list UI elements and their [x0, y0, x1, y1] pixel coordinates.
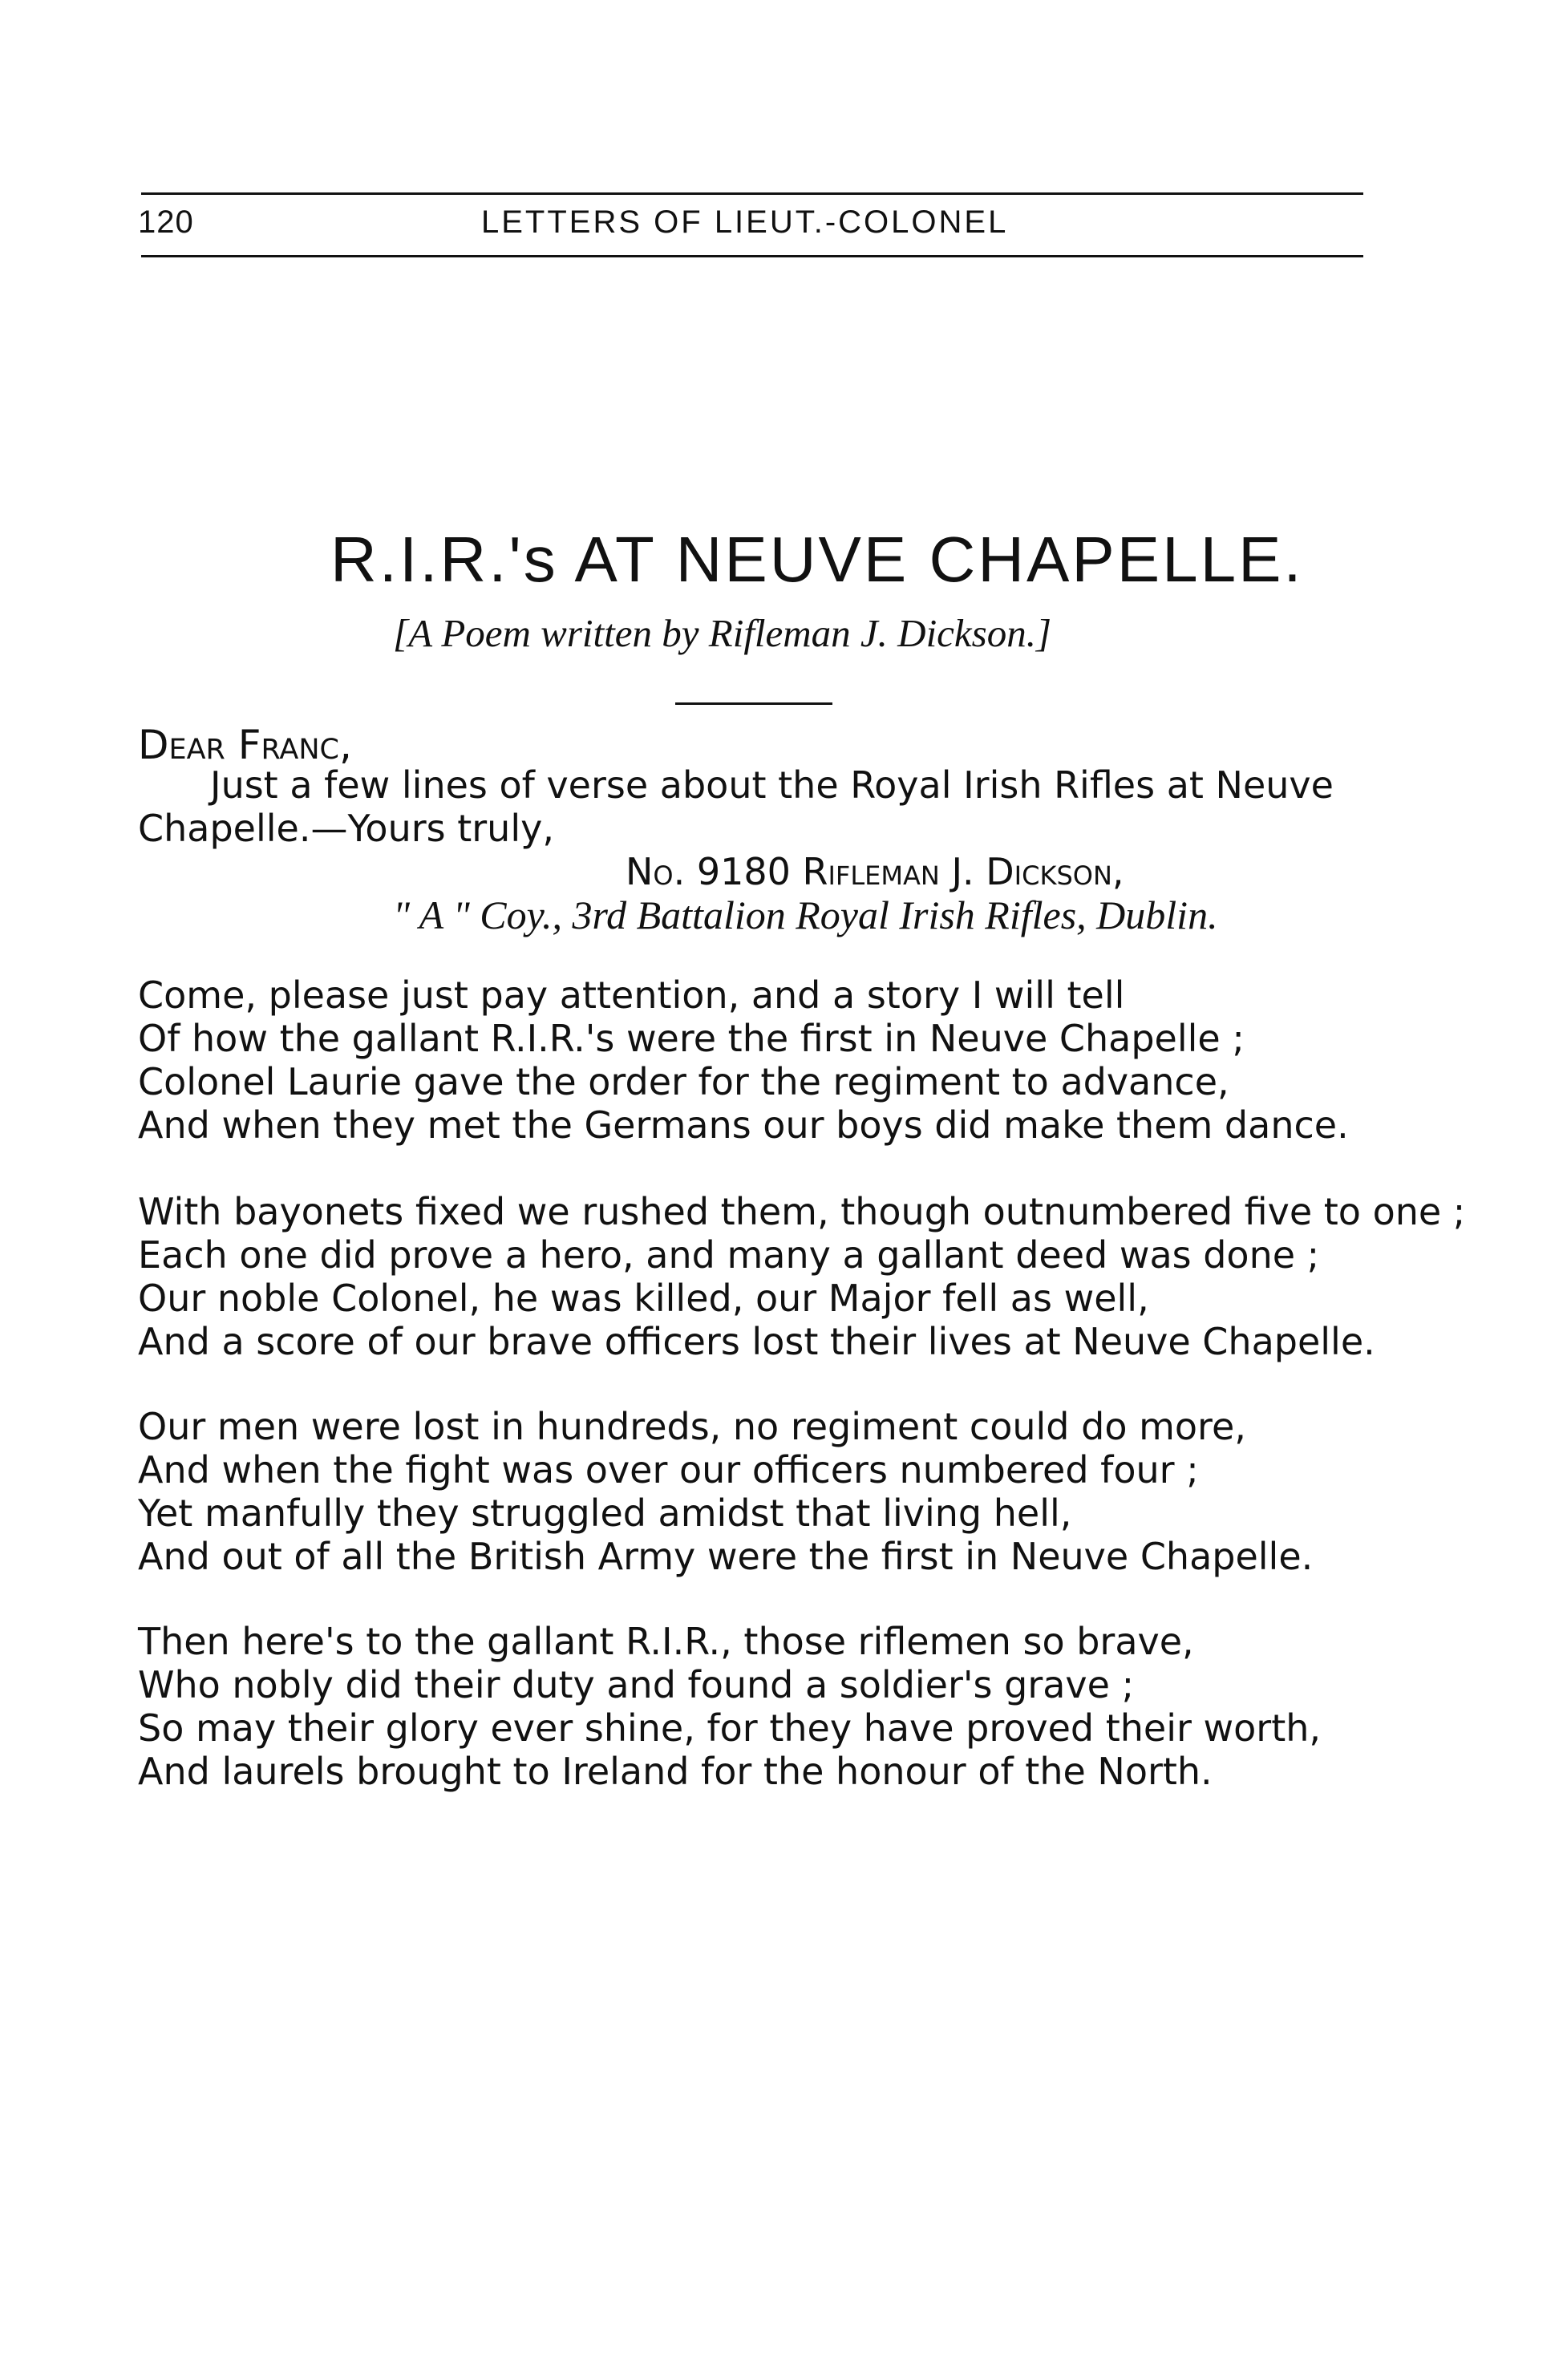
poem-line: With bayonets fixed we rushed them, though outnumbered five to one ; — [138, 1190, 1466, 1233]
poem-line: And laurels brought to Ireland for the honour of the North. — [138, 1750, 1213, 1793]
page-number: 120 — [138, 204, 194, 240]
poem-subtitle: [A Poem written by Rifleman J. Dickson.] — [393, 611, 1052, 655]
poem-line: Who nobly did their duty and found a soldier's grave ; — [138, 1663, 1135, 1706]
poem-line: Come, please just pay attention, and a story I will tell — [138, 973, 1125, 1017]
header-rule-top — [141, 192, 1363, 195]
poem-line: Each one did prove a hero, and many a gallant deed was done ; — [138, 1233, 1320, 1277]
poem-line: Colonel Laurie gave the order for the regiment to advance, — [138, 1060, 1229, 1103]
poem-title: R.I.R.'s AT NEUVE CHAPELLE. — [330, 524, 1304, 595]
poem-line: Our men were lost in hundreds, no regiment could do more, — [138, 1405, 1246, 1448]
poem-line: And when they met the Germans our boys did make them dance. — [138, 1103, 1349, 1147]
poem-line: Our noble Colonel, he was killed, our Major fell as well, — [138, 1277, 1149, 1320]
letter-signature-unit: " A " Coy., 3rd Battalion Royal Irish Rifles, Dublin. — [393, 892, 1218, 937]
poem-line: So may their glory ever shine, for they have proved their worth, — [138, 1706, 1322, 1750]
poem-stanza-3 — [138, 1405, 1313, 1578]
letter-salutation: Dear Franc, — [138, 722, 352, 768]
poem-line: And out of all the British Army were the first in Neuve Chapelle. — [138, 1535, 1314, 1578]
poem-line: And a score of our brave officers lost their lives at Neuve Chapelle. — [138, 1320, 1375, 1363]
poem-line: Yet manfully they struggled amidst that living hell, — [138, 1492, 1072, 1535]
letter-signature-name: No. 9180 Rifleman J. Dickson, — [626, 850, 1124, 893]
poem-line: And when the fight was over our officers numbered four ; — [138, 1448, 1199, 1492]
poem-line: Then here's to the gallant R.I.R., those riflemen so brave, — [138, 1620, 1194, 1663]
section-divider — [675, 702, 832, 705]
poem-stanza-2 — [138, 1190, 1465, 1363]
letter-body-line-2: Chapelle.—Yours truly, — [138, 807, 554, 850]
running-head: LETTERS OF LIEUT.-COLONEL — [481, 204, 1009, 240]
letter-body-line-1: Just a few lines of verse about the Royal Irish Rifles at Neuve — [210, 763, 1334, 807]
poem-stanza-4 — [138, 1620, 1321, 1793]
header-rule-bottom — [141, 255, 1363, 257]
poem-line: Of how the gallant R.I.R.'s were the first in Neuve Chapelle ; — [138, 1017, 1245, 1060]
poem-stanza-1 — [138, 973, 1349, 1147]
